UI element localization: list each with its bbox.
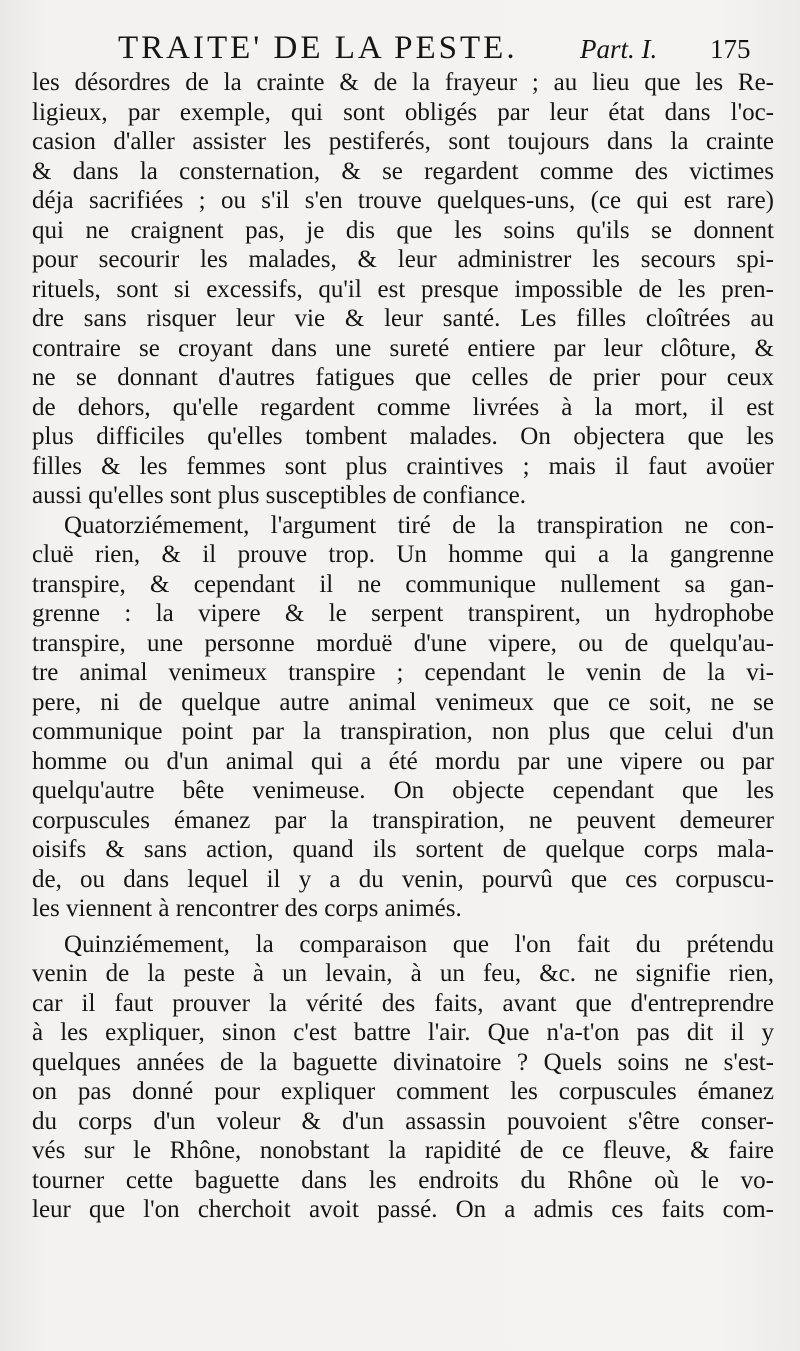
text-line: dre sans risquer leur vie & leur santé. Les filles cloîtrées au: [32, 305, 774, 332]
text-line: oisifs & sans action, quand ils sortent de quelque corps mala-: [32, 836, 774, 863]
text-line: de dehors, qu'elle regardent comme livrées à la mort, il est: [32, 393, 774, 421]
text-line: Quinziémement, la comparaison que l'on fait du prétendu: [64, 930, 774, 958]
text-line: déja sacrifiées ; ou s'il s'en trouve quelques-uns, (ce qui est rare): [32, 187, 774, 214]
text-line: quelques années de la baguette divinatoire ? Quels soins ne s'est-: [32, 1048, 774, 1076]
text-line: pere, ni de quelque autre animal venimeux que ce soit, ne se: [32, 688, 774, 716]
text-line: filles & les femmes sont plus craintives ; mais il faut avoüer: [32, 452, 774, 480]
text-line: tourner cette baguette dans les endroits du Rhône où le vo-: [32, 1166, 774, 1194]
text-line: car il faut prouver la vérité des faits, avant que d'entreprendre: [32, 989, 774, 1017]
text-line: du corps d'un voleur & d'un assassin pouvoient s'être conser-: [32, 1107, 774, 1135]
text-line: contraire se croyant dans une sureté entiere par leur clôture, &: [32, 334, 774, 362]
text-line: communique point par la transpiration, non plus que celui d'un: [32, 718, 774, 745]
text-line: ligieux, par exemple, qui sont obligés par leur état dans l'oc-: [32, 98, 774, 126]
text-line: à les expliquer, sinon c'est battre l'air. Que n'a-t'on pas dit il y: [32, 1019, 774, 1046]
part-label: Part. I.: [580, 34, 658, 64]
text-line: les viennent à rencontrer des corps animés.: [32, 895, 462, 922]
text-line: rituels, sont si excessifs, qu'il est presque impossible de les pren-: [32, 275, 774, 303]
running-title: TRAITE' DE LA PESTE.: [118, 30, 518, 66]
text-line: transpire, & cependant il ne communique nullement sa gan-: [32, 570, 774, 598]
text-line: vés sur le Rhône, nonobstant la rapidité de ce fleuve, & faire: [32, 1137, 774, 1164]
text-line: & dans la consternation, & se regardent comme des victimes: [32, 157, 774, 185]
text-line: pour secourir les malades, & leur administrer les secours spi-: [32, 246, 774, 273]
text-line: quelqu'autre bête venimeuse. On objecte cependant que les: [32, 777, 774, 804]
text-line: ne se donnant d'autres fatigues que celles de prier pour ceux: [32, 364, 774, 391]
text-line: qui ne craignent pas, je dis que les soins qu'ils se donnent: [32, 216, 774, 244]
text-line: on pas donné pour expliquer comment les corpuscules émanez: [32, 1078, 774, 1105]
running-header: [118, 30, 770, 66]
text-line: transpire, une personne morduë d'une vipere, ou de quelqu'au-: [32, 629, 774, 657]
text-line: casion d'aller assister les pestiferés, sont toujours dans la crainte: [32, 128, 774, 155]
page-number: 175: [710, 34, 751, 64]
text-line: aussi qu'elles sont plus susceptibles de confiance.: [32, 482, 526, 509]
text-line: venin de la peste à un levain, à un feu, &c. ne signifie rien,: [32, 960, 774, 987]
text-line: homme ou d'un animal qui a été mordu par une vipere ou par: [32, 747, 774, 775]
text-line: corpuscules émanez par la transpiration, ne peuvent demeurer: [32, 806, 774, 834]
text-line: leur que l'on cherchoit avoit passé. On a admis ces faits com-: [32, 1196, 774, 1223]
text-line: Quatorziémement, l'argument tiré de la transpiration ne con-: [64, 511, 774, 539]
text-line: plus difficiles qu'elles tombent malades. On objectera que les: [32, 423, 774, 450]
text-line: de, ou dans lequel il y a du venin, pourvû que ces corpuscu-: [32, 865, 774, 893]
text-line: les désordres de la crainte & de la frayeur ; au lieu que les Re-: [32, 69, 774, 96]
text-line: tre animal venimeux transpire ; cependant le venin de la vi-: [32, 659, 774, 686]
body-text: [32, 68, 774, 1225]
text-line: grenne : la vipere & le serpent transpirent, un hydrophobe: [32, 600, 774, 627]
text-line: cluë rien, & il prouve trop. Un homme qui a la gangrenne: [32, 541, 774, 568]
